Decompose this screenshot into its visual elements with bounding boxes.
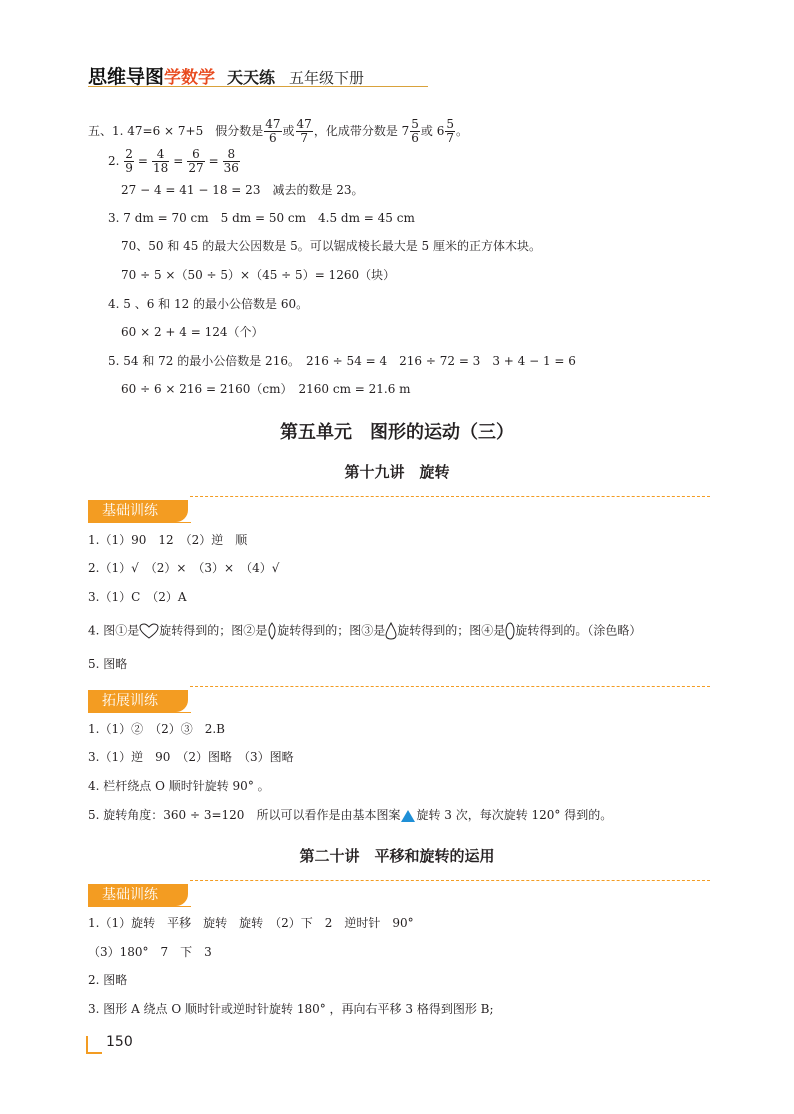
- brand-sub: 学数学: [164, 68, 216, 88]
- unit-title: 第五单元 图形的运动（三）: [280, 422, 514, 443]
- tag-underline: [88, 906, 191, 907]
- e19-3: 3.（1）逆 90 （2）图略 （3）图略: [88, 750, 294, 764]
- lecture-19-title: 第十九讲 旋转: [344, 463, 450, 481]
- answer-5-3: 3. 7 dm = 70 cm 5 dm = 50 cm 4.5 dm = 45 cm: [108, 211, 415, 225]
- b19-3: 3.（1）C （2）A: [88, 590, 187, 604]
- b20-1: 1.（1）旋转 平移 旋转 旋转 （2）下 2 逆时针 90°: [88, 916, 414, 930]
- tag-underline: [88, 522, 191, 523]
- fraction: $\frac{8}{36}$: [223, 147, 239, 175]
- answer-5-5: 5. 54 和 72 的最小公倍数是 216。 216 ÷ 54 = 4 216 ÷ 72 = 3 3 + 4 − 1 = 6: [108, 354, 576, 368]
- leaf-shape-icon: [267, 622, 277, 640]
- b20-3: 3. 图形 A 绕点 O 顺时针或逆时针旋转 180° ，再向右平移 3 格得到图形 B;: [88, 1002, 494, 1016]
- brand-main: 思维导图: [88, 66, 165, 88]
- equals-sign: =: [208, 154, 219, 168]
- book-brand: [88, 62, 364, 89]
- tag-extension-training: 拓展训练: [88, 690, 188, 712]
- answer-5-1: 五、1. 47=6 × 7+5 假分数是 $\frac{47}{6}$ 或 $\frac{47}{7}$ ，化成带分数是 7 $\frac{5}{6}$ 或 6 $\frac{5}{7}$ 。: [88, 117, 469, 145]
- book-grade: 五年级下册: [289, 69, 365, 87]
- fraction: $\frac{47}{7}$: [296, 117, 312, 145]
- equals-sign: =: [173, 154, 184, 168]
- equals-sign: =: [137, 154, 148, 168]
- fraction: $\frac{6}{27}$: [188, 147, 204, 175]
- dashed-rule: [190, 496, 710, 497]
- lecture-20-title: 第二十讲 平移和旋转的运用: [299, 847, 495, 865]
- b19-2: 2.（1）√ （2）× （3）× （4）√: [88, 561, 280, 575]
- e19-5: 5. 旋转角度：360 ÷ 3=120 所以可以看作是由基本图案 旋转 3 次，每次旋转 120° 得到的。: [88, 808, 613, 822]
- drop-shape-icon: [385, 622, 397, 640]
- dashed-rule: [190, 880, 710, 881]
- dashed-rule: [190, 686, 710, 687]
- triangle-pattern-icon: [400, 809, 416, 823]
- fraction: $\frac{47}{6}$: [265, 117, 281, 145]
- answer-5-2: 2. $\frac{2}{9}$ = $\frac{4}{18}$ = $\frac{6}{27}$ = $\frac{8}{36}$: [108, 147, 239, 175]
- tag-basic-training: 基础训练: [88, 500, 188, 522]
- fraction: $\frac{2}{9}$: [125, 147, 133, 175]
- answer-5-4: 4. 5 、6 和 12 的最小公倍数是 60。: [108, 297, 309, 311]
- b19-4: 4. 图①是 旋转得到的；图②是 旋转得到的；图③是 旋转得到的；图④是 旋转得到的。（涂色略）: [88, 622, 641, 640]
- answer-5-3c: 70 ÷ 5 ×（50 ÷ 5）×（45 ÷ 5）= 1260（块）: [121, 268, 396, 282]
- header-rule: [88, 86, 428, 87]
- e19-4: 4. 栏杆绕点 O 顺时针旋转 90° 。: [88, 779, 270, 793]
- tag-underline: [88, 712, 191, 713]
- page-corner-mark: [86, 1036, 102, 1054]
- fraction: $\frac{5}{6}$: [411, 117, 419, 145]
- answer-5-5b: 60 ÷ 6 × 216 = 2160（cm） 2160 cm = 21.6 m: [121, 382, 411, 396]
- answer-5-4b: 60 × 2 + 4 = 124（个）: [121, 325, 264, 339]
- b19-1: 1.（1）90 12 （2）逆 顺: [88, 533, 248, 547]
- heart-shape-icon: [139, 623, 159, 639]
- e19-1: 1.（1）② （2）③ 2.B: [88, 722, 225, 736]
- answer-5-3b: 70、50 和 45 的最大公因数是 5。可以锯成棱长最大是 5 厘米的正方体木块。: [121, 239, 541, 253]
- tag-basic-training: 基础训练: [88, 884, 188, 906]
- b19-5: 5. 图略: [88, 657, 128, 671]
- book-title: 天天练: [227, 68, 276, 87]
- fraction: $\frac{4}{18}$: [152, 147, 169, 175]
- b20-2: 2. 图略: [88, 973, 128, 987]
- answer-5-2b: 27 − 4 = 41 − 18 = 23 减去的数是 23。: [121, 183, 364, 197]
- oval-shape-icon: [505, 622, 515, 640]
- b20-1b: （3）180° 7 下 3: [88, 945, 212, 959]
- fraction: $\frac{5}{7}$: [446, 117, 454, 145]
- page-number: 150: [106, 1034, 133, 1050]
